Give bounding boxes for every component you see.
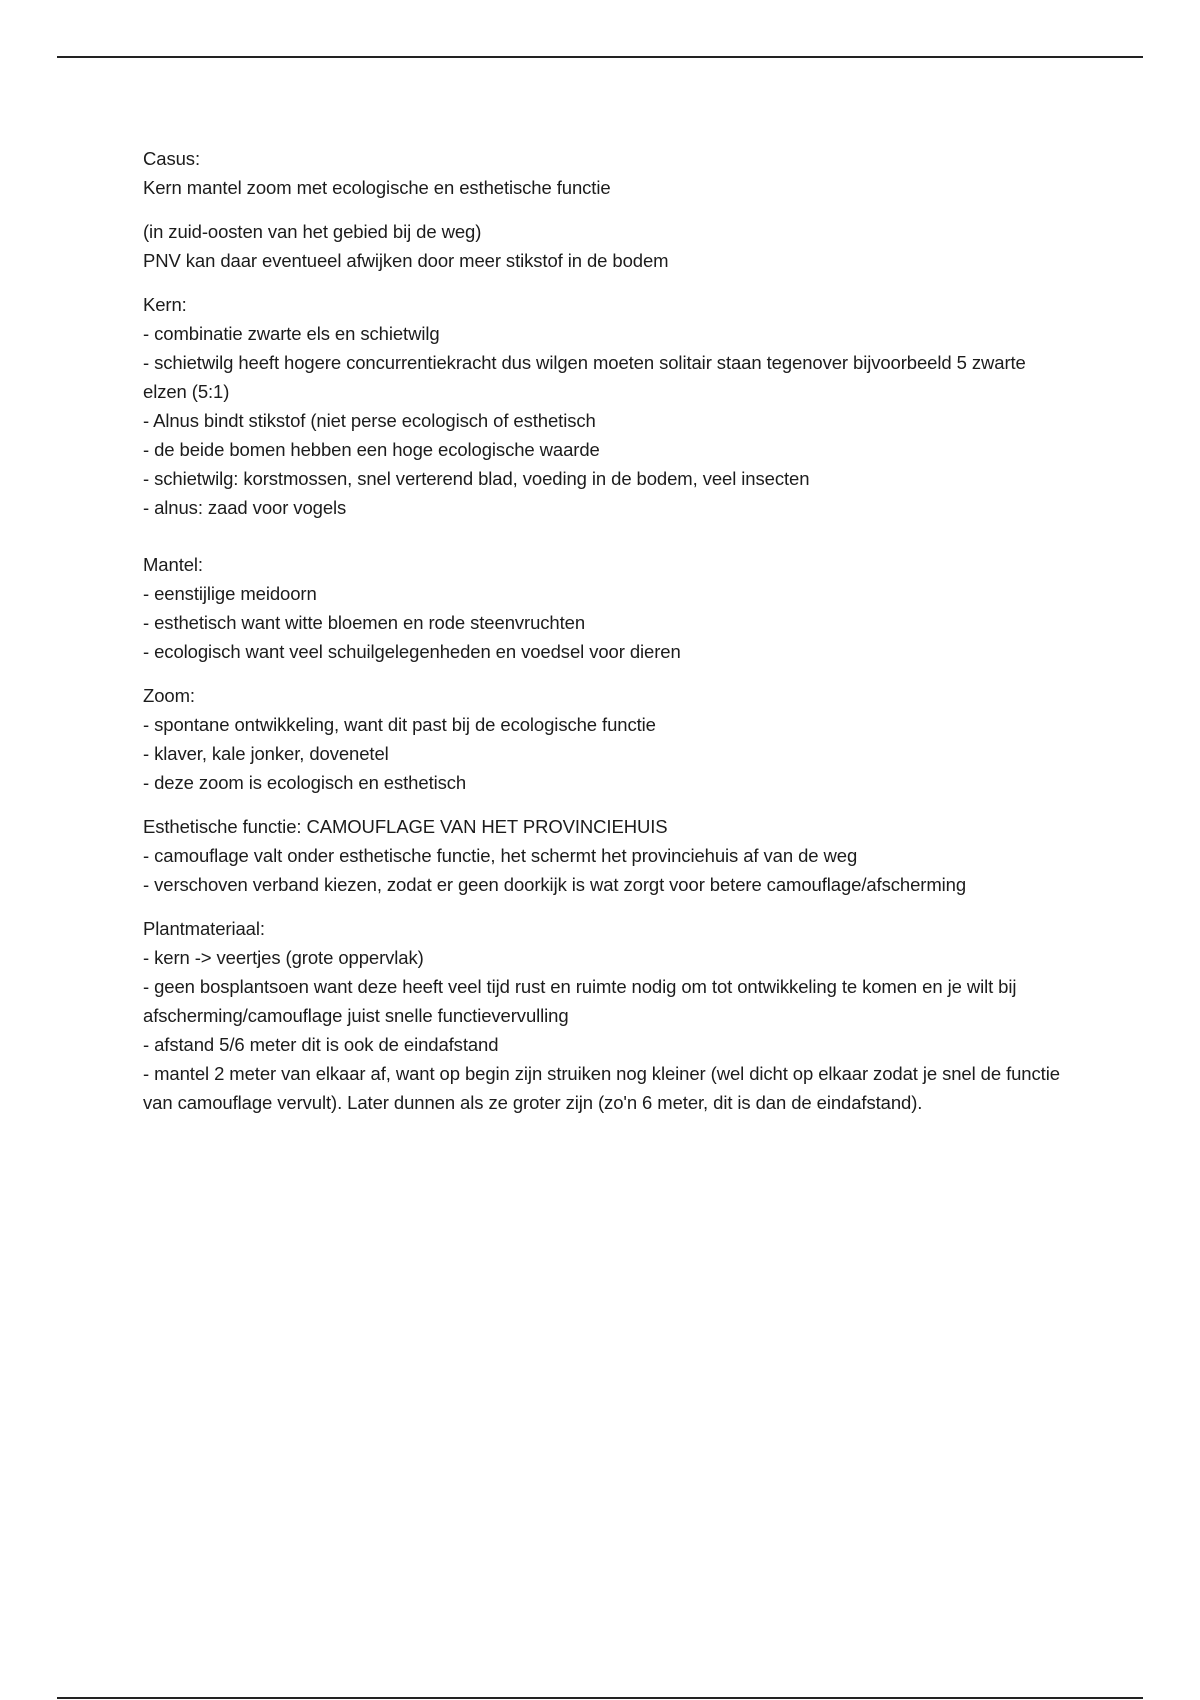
list-item: - alnus: zaad voor vogels — [143, 497, 347, 518]
heading-zoom: Zoom: — [143, 685, 195, 706]
text-line: Kern mantel zoom met ecologische en esthetische functie — [143, 177, 611, 198]
list-item: - schietwilg: korstmossen, snel verterend blad, voeding in de bodem, veel insecten — [143, 468, 810, 489]
section-mantel — [143, 550, 1063, 666]
list-item: - eenstijlige meidoorn — [143, 583, 317, 604]
list-item: - mantel 2 meter van elkaar af, want op begin zijn struiken nog kleiner (wel dicht op elkaar zodat je snel de functie van camouflage vervult). Later dunnen als ze groter zijn (zo'n 6 meter, dit is dan de eindafstand). — [143, 1063, 1060, 1113]
list-item: - ecologisch want veel schuilgelegenheden en voedsel voor dieren — [143, 641, 681, 662]
list-item: - afstand 5/6 meter dit is ook de eindafstand — [143, 1034, 499, 1055]
heading-esthetische-functie: Esthetische functie: CAMOUFLAGE VAN HET PROVINCIEHUIS — [143, 816, 668, 837]
section-zoom — [143, 681, 1063, 797]
header-rule — [57, 56, 1143, 58]
list-item: - de beide bomen hebben een hoge ecologische waarde — [143, 439, 600, 460]
list-item: - klaver, kale jonker, dovenetel — [143, 743, 389, 764]
list-item: - kern -> veertjes (grote oppervlak) — [143, 947, 424, 968]
list-item: - geen bosplantsoen want deze heeft veel tijd rust en ruimte nodig om tot ontwikkeling te komen en je wilt bij afscherming/camouflage juist snelle functievervulling — [143, 976, 1017, 1026]
list-item: - camouflage valt onder esthetische functie, het schermt het provinciehuis af van de weg — [143, 845, 858, 866]
list-item: - spontane ontwikkeling, want dit past bij de ecologische functie — [143, 714, 656, 735]
list-item: - esthetisch want witte bloemen en rode steenvruchten — [143, 612, 586, 633]
heading-mantel: Mantel: — [143, 554, 203, 575]
footer-rule — [57, 1697, 1143, 1699]
document-body — [143, 144, 1063, 1132]
heading-plantmateriaal: Plantmateriaal: — [143, 918, 265, 939]
section-location — [143, 217, 1063, 275]
list-item: - combinatie zwarte els en schietwilg — [143, 323, 440, 344]
text-line: (in zuid-oosten van het gebied bij de weg) — [143, 221, 482, 242]
heading-kern: Kern: — [143, 294, 187, 315]
list-item: - Alnus bindt stikstof (niet perse ecologisch of esthetisch — [143, 410, 596, 431]
section-kern — [143, 290, 1063, 522]
section-plantmateriaal — [143, 914, 1063, 1117]
list-item: - verschoven verband kiezen, zodat er geen doorkijk is wat zorgt voor betere camouflage/afscherming — [143, 874, 967, 895]
text-line: PNV kan daar eventueel afwijken door meer stikstof in de bodem — [143, 250, 669, 271]
section-casus — [143, 144, 1063, 202]
heading-casus: Casus: — [143, 148, 200, 169]
section-esthetische-functie — [143, 812, 1063, 899]
list-item: - deze zoom is ecologisch en esthetisch — [143, 772, 467, 793]
list-item: - schietwilg heeft hogere concurrentiekracht dus wilgen moeten solitair staan tegenover bijvoorbeeld 5 zwarte elzen (5:1) — [143, 352, 1026, 402]
